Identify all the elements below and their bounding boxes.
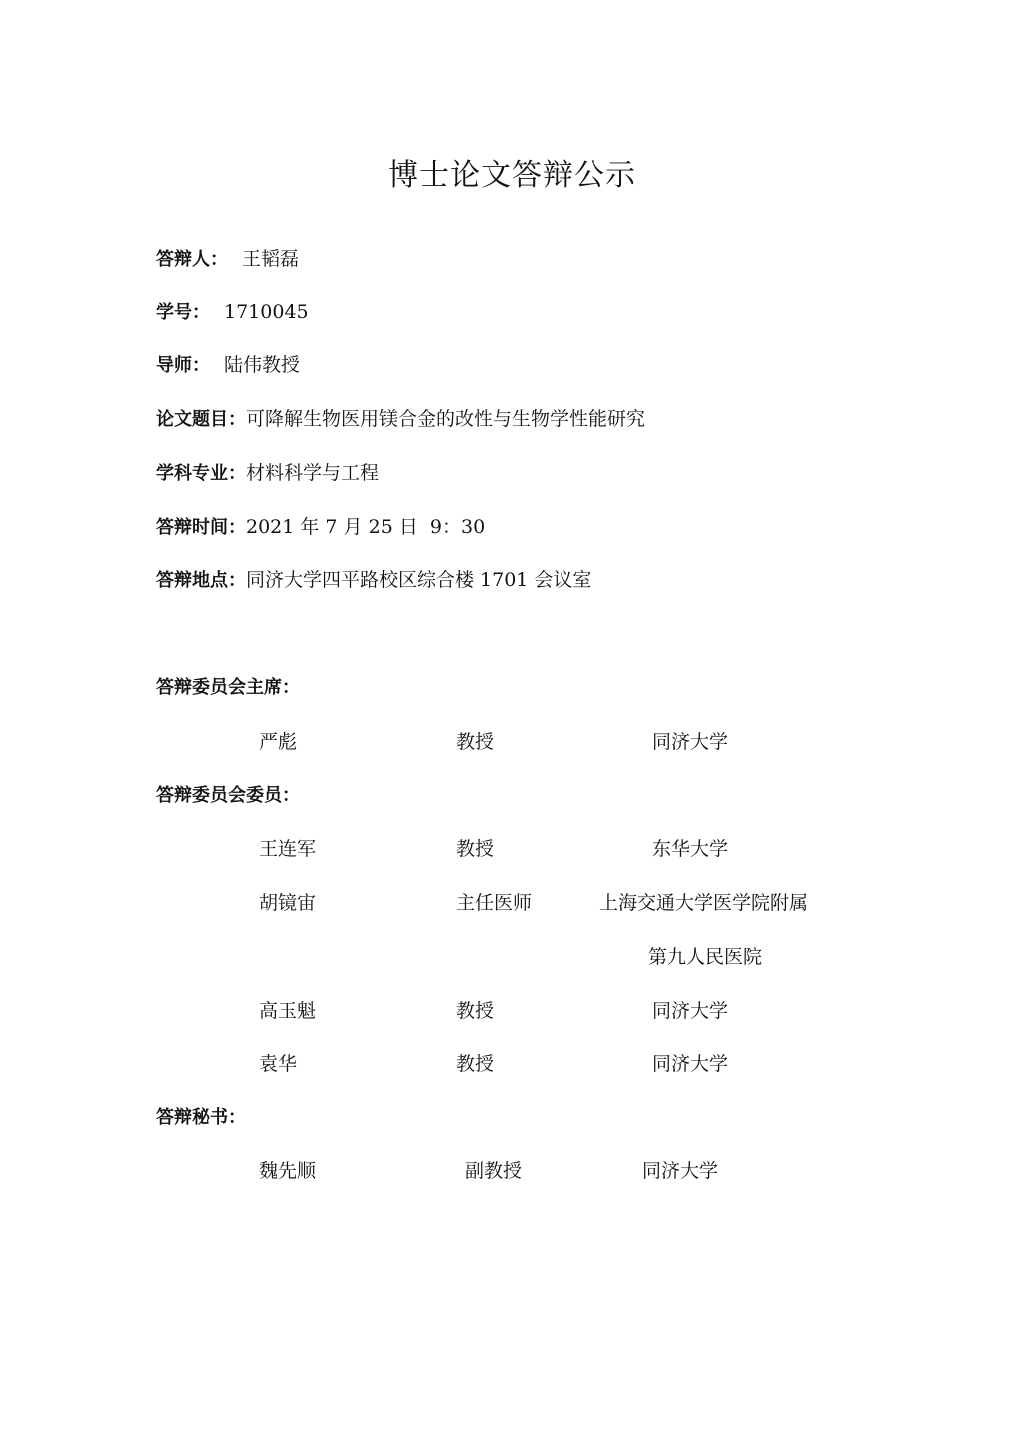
field-advisor	[156, 351, 300, 380]
field-value: 可降解生物医用镁合金的改性与生物学性能研究	[246, 408, 646, 430]
member-org: 东华大学	[652, 838, 729, 860]
member-org: 同济大学	[652, 1000, 729, 1022]
field-value: 1710045	[224, 301, 309, 323]
page-title: 博士论文答辩公示	[388, 158, 636, 193]
member-name: 严彪	[259, 731, 298, 753]
field-label: 学科专业：	[156, 463, 246, 484]
field-label: 答辩地点：	[156, 570, 246, 591]
member-title: 主任医师	[456, 892, 533, 914]
field-major	[156, 459, 379, 488]
field-value: 同济大学四平路校区综合楼 1701 会议室	[246, 569, 592, 591]
member-name: 高玉魁	[259, 1000, 317, 1022]
field-value: 2021 年 7 月 25 日 9：30	[246, 516, 486, 538]
field-student-id	[156, 298, 309, 327]
field-thesis-title	[156, 405, 645, 434]
member-org: 同济大学	[652, 731, 729, 753]
field-value: 王韬磊	[242, 248, 300, 270]
member-org-line1: 上海交通大学医学院附属	[599, 892, 809, 914]
field-time	[156, 513, 485, 542]
secretary-heading: 答辩秘书：	[156, 1107, 246, 1128]
field-location	[156, 566, 591, 595]
members-heading: 答辩委员会委员：	[156, 785, 300, 806]
field-label: 答辩时间：	[156, 517, 246, 538]
member-name: 王连军	[259, 838, 317, 860]
field-label: 答辩人：	[156, 249, 228, 270]
field-value: 材料科学与工程	[246, 462, 380, 484]
member-org-line2: 第九人民医院	[648, 946, 763, 968]
member-title: 教授	[456, 1053, 495, 1075]
member-title: 教授	[456, 731, 495, 753]
field-defender	[156, 245, 299, 274]
chair-heading: 答辩委员会主席：	[156, 677, 300, 698]
member-title: 教授	[456, 1000, 495, 1022]
field-value: 陆伟教授	[224, 354, 301, 376]
member-name: 胡镜宙	[259, 892, 317, 914]
member-title: 副教授	[465, 1160, 523, 1182]
field-label: 论文题目：	[156, 409, 246, 430]
field-label: 学号：	[156, 302, 210, 323]
member-org: 同济大学	[652, 1053, 729, 1075]
member-name: 袁华	[259, 1053, 298, 1075]
member-org: 同济大学	[642, 1160, 719, 1182]
field-label: 导师：	[156, 355, 210, 376]
member-title: 教授	[456, 838, 495, 860]
member-name: 魏先顺	[259, 1160, 317, 1182]
